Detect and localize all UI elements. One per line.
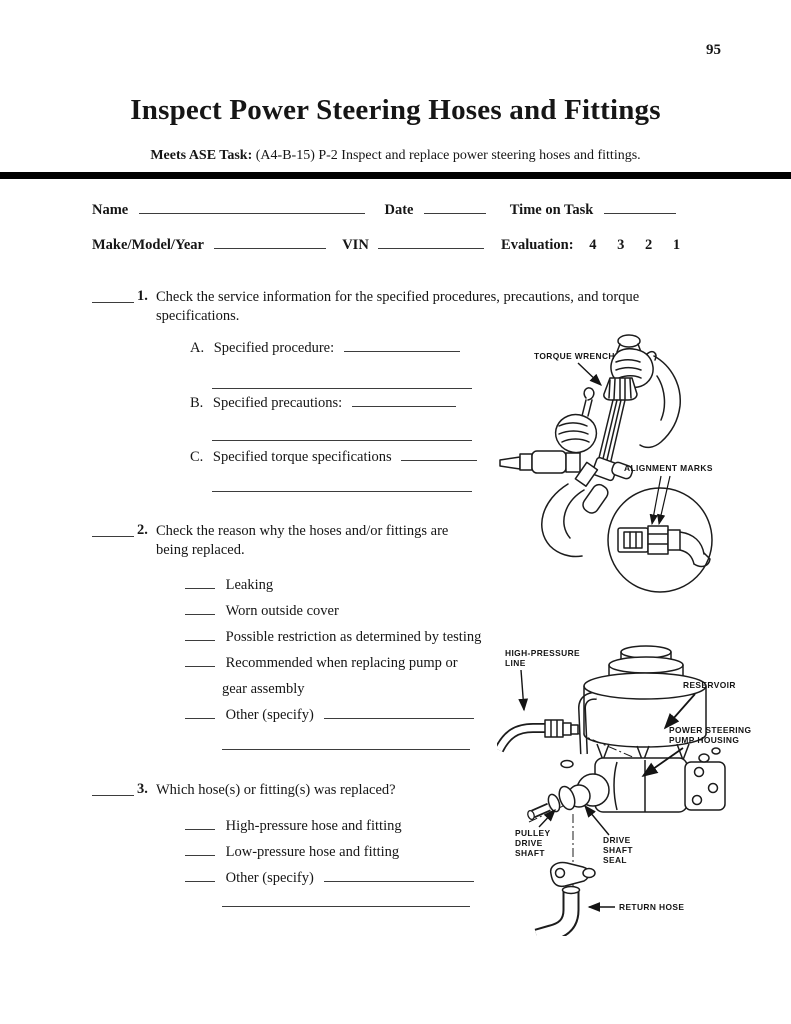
name-blank xyxy=(139,209,365,214)
pulley-drive-shaft-label-2: DRIVE xyxy=(515,838,543,848)
q2-option-restriction-label: Possible restriction as determined by testing xyxy=(225,629,482,645)
pump-housing-label-2: PUMP HOUSING xyxy=(669,735,740,745)
q3-option-high-pressure-label: High-pressure hose and fitting xyxy=(225,818,402,834)
q2-option-recommended xyxy=(185,655,458,672)
q1-item-a-blank xyxy=(344,347,460,352)
q3-option-other-specify-line xyxy=(324,877,474,882)
q2-option-other xyxy=(185,707,474,724)
ase-task-label: Meets ASE Task: xyxy=(150,148,253,163)
date-blank xyxy=(424,209,486,214)
q2-option-other-blank xyxy=(185,714,215,719)
evaluation-score-3: 3 xyxy=(617,237,625,253)
vin-blank xyxy=(378,244,484,249)
q2-grade-blank xyxy=(92,536,134,537)
q2-option-other-label: Other (specify) xyxy=(225,707,314,723)
q3-text: Which hose(s) or fitting(s) was replaced? xyxy=(156,782,396,798)
q3-option-low-pressure-label: Low-pressure hose and fitting xyxy=(225,844,400,860)
vin-label: VIN xyxy=(342,237,369,253)
q2-option-recommended-blank xyxy=(185,662,215,667)
page-title: Inspect Power Steering Hoses and Fittings xyxy=(130,94,661,126)
q2-option-recommended-continued xyxy=(222,681,305,698)
q2-text xyxy=(156,522,448,560)
q3-option-other-blank xyxy=(185,877,215,882)
q1-text-line1: Check the service information for the specified procedures, precautions, and torque xyxy=(156,289,640,305)
q3-number: 3. xyxy=(137,781,148,797)
q1-item-c-letter: C. xyxy=(190,449,204,465)
q3-option-low-pressure xyxy=(185,844,399,861)
figure-torque-wrench xyxy=(498,332,770,594)
q1-item-a-letter: A. xyxy=(190,340,205,356)
q2-option-recommended-label: Recommended when replacing pump or xyxy=(225,655,458,671)
q3-option-high-pressure-blank xyxy=(185,825,215,830)
ase-task-text: (A4-B-15) P-2 Inspect and replace power steering hoses and fittings. xyxy=(255,148,641,163)
date-label: Date xyxy=(384,202,414,218)
make-model-year-label: Make/Model/Year xyxy=(92,237,204,253)
high-pressure-line-label: HIGH-PRESSURE xyxy=(505,648,581,658)
torque-wrench-label: TORQUE WRENCH xyxy=(534,351,615,361)
q2-option-worn-cover xyxy=(185,603,339,620)
ase-task-line xyxy=(0,148,791,164)
q2-text-line2: being replaced. xyxy=(156,542,245,558)
pulley-drive-shaft-label-3: SHAFT xyxy=(515,848,545,858)
q3-other-answer-line xyxy=(222,906,470,907)
q2-text-line1: Check the reason why the hoses and/or fittings are xyxy=(156,523,449,539)
q1-item-a-answer-line xyxy=(212,388,472,389)
q3-option-high-pressure xyxy=(185,818,402,835)
q1-grade-blank xyxy=(92,302,134,303)
drive-shaft-seal-label: DRIVE xyxy=(603,835,631,845)
q1-item-b-label: Specified precautions: xyxy=(212,395,343,411)
q2-option-recommended-label-line2: gear assembly xyxy=(222,681,305,697)
evaluation-score-4: 4 xyxy=(589,237,597,253)
page-number: 95 xyxy=(706,42,721,58)
q1-text xyxy=(156,288,639,326)
figure-power-steering-pump xyxy=(497,636,785,936)
time-on-task-blank xyxy=(604,209,676,214)
q1-item-b-blank xyxy=(352,402,456,407)
drive-shaft-seal-label-3: SEAL xyxy=(603,855,627,865)
evaluation-score-1: 1 xyxy=(672,237,681,253)
q1-item-b-answer-line xyxy=(212,440,472,441)
high-pressure-line-label-2: LINE xyxy=(505,658,526,668)
drive-shaft-seal-label-2: SHAFT xyxy=(603,845,633,855)
pump-housing-label: POWER STEERING xyxy=(669,725,752,735)
q2-option-worn-cover-blank xyxy=(185,610,215,615)
q1-item-b-letter: B. xyxy=(190,395,204,411)
q3-option-low-pressure-blank xyxy=(185,851,215,856)
evaluation-score-2: 2 xyxy=(644,237,653,253)
q1-item-c-blank xyxy=(401,456,477,461)
header-row-1 xyxy=(92,202,676,219)
q1-item-c xyxy=(190,449,477,466)
q2-option-worn-cover-label: Worn outside cover xyxy=(225,603,339,619)
q2-option-leaking-blank xyxy=(185,584,215,589)
q1-item-c-label: Specified torque specifications xyxy=(212,449,392,465)
q3-option-other xyxy=(185,870,474,887)
q2-option-other-specify-line xyxy=(324,714,474,719)
q1-item-c-answer-line xyxy=(212,491,472,492)
name-label: Name xyxy=(92,202,129,218)
q2-number: 2. xyxy=(137,522,148,538)
reservoir-label: RESERVOIR xyxy=(683,680,736,690)
q2-other-answer-line xyxy=(222,749,470,750)
q3-option-other-label: Other (specify) xyxy=(225,870,314,886)
q1-text-line2: specifications. xyxy=(156,308,240,324)
evaluation-label: Evaluation: xyxy=(501,237,574,253)
make-model-year-blank xyxy=(214,244,326,249)
q1-number: 1. xyxy=(137,288,148,304)
q2-option-restriction xyxy=(185,629,481,646)
header-row-2 xyxy=(92,237,680,254)
q3-grade-blank xyxy=(92,795,134,796)
alignment-marks-label: ALIGNMENT MARKS xyxy=(624,463,713,473)
return-hose-label: RETURN HOSE xyxy=(619,902,685,912)
q1-item-a-label: Specified procedure: xyxy=(213,340,335,356)
q2-option-leaking xyxy=(185,577,273,594)
pulley-drive-shaft-label: PULLEY xyxy=(515,828,551,838)
q2-option-restriction-blank xyxy=(185,636,215,641)
q1-item-b xyxy=(190,395,456,412)
time-on-task-label: Time on Task xyxy=(509,202,594,218)
q2-option-leaking-label: Leaking xyxy=(225,577,274,593)
torque-wrench-callout-arrow xyxy=(578,363,601,385)
divider-rule xyxy=(0,172,791,179)
q1-item-a xyxy=(190,340,460,357)
